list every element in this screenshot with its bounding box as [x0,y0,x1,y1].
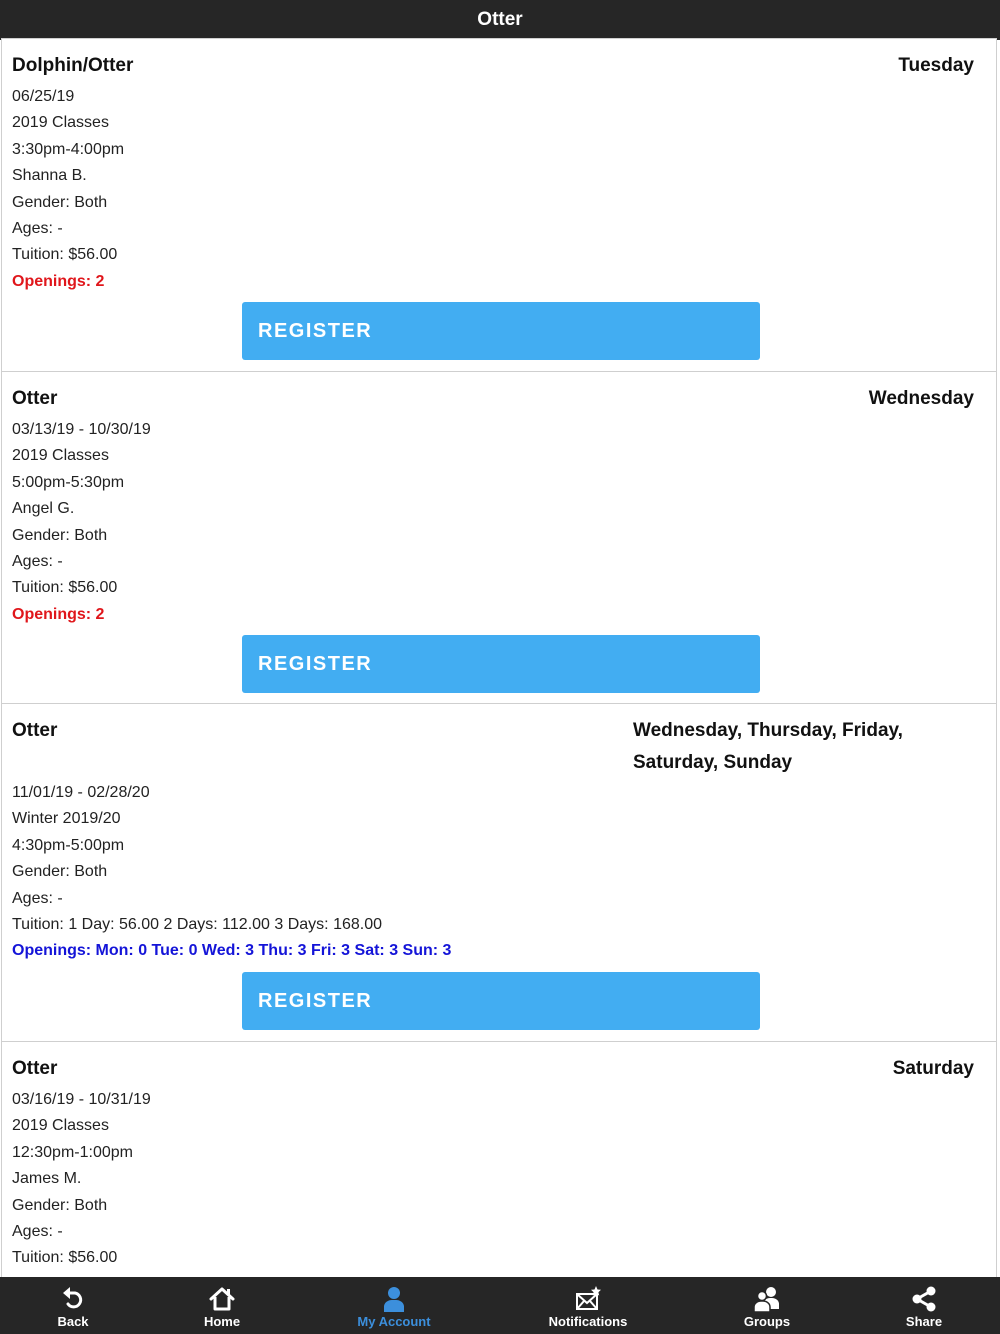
class-details [12,1087,151,1272]
home-icon [208,1285,236,1313]
class-card [1,38,997,372]
class-instructor: Angel G. [12,500,75,518]
class-gender: Gender: Both [12,863,108,881]
class-days: Wednesday, Thursday, Friday, Saturday, Sunday [633,720,903,773]
class-openings: Openings: 2 [12,605,105,623]
class-openings: Openings: Mon: 0 Tue: 0 Wed: 3 Thu: 3 Fri: 3 Sat: 3 Sun: 3 [12,942,452,960]
class-title: Otter [12,388,58,409]
class-session: 2019 Classes [12,114,109,132]
class-ages: Ages: - [12,1223,63,1241]
class-ages: Ages: - [12,553,63,571]
register-button[interactable]: REGISTER [242,972,760,1030]
tab-home[interactable] [182,1277,262,1334]
class-card [1,371,997,705]
tab-label: Back [57,1314,89,1329]
class-session: 2019 Classes [12,447,109,465]
class-days: Tuesday [898,55,974,76]
class-ages: Ages: - [12,220,63,238]
share-icon [910,1285,938,1313]
user-icon [380,1285,408,1313]
class-gender: Gender: Both [12,526,108,544]
tab-label: Notifications [548,1314,628,1329]
class-session: Winter 2019/20 [12,810,121,828]
tab-my-account[interactable] [344,1277,444,1334]
class-time: 12:30pm-1:00pm [12,1143,133,1161]
class-card [1,703,997,1042]
class-dates: 06/25/19 [12,88,75,105]
class-title: Dolphin/Otter [12,55,134,76]
header-bar [0,0,1000,40]
envelope-star-icon [574,1285,602,1313]
tab-notifications[interactable] [533,1277,643,1334]
class-list[interactable] [0,38,1000,1277]
class-days: Saturday [892,1058,974,1079]
register-button[interactable]: REGISTER [242,302,760,360]
class-openings: Openings: 2 [12,272,105,290]
class-title: Otter [12,720,58,741]
class-time: 4:30pm-5:00pm [12,836,125,854]
class-session: 2019 Classes [12,1117,109,1135]
tab-share[interactable] [884,1277,964,1334]
class-gender: Gender: Both [12,193,108,211]
class-details [12,417,151,628]
class-tuition: Tuition: $56.00 [12,246,118,264]
tab-label: Groups [743,1314,791,1329]
class-instructor: James M. [12,1170,82,1188]
tab-back[interactable] [33,1277,113,1334]
tab-groups[interactable] [727,1277,807,1334]
class-gender: Gender: Both [12,1196,108,1214]
class-details [12,84,124,295]
class-dates: 11/01/19 - 02/28/20 [12,784,150,801]
class-dates: 03/13/19 - 10/30/19 [12,421,151,438]
register-button[interactable]: REGISTER [242,635,760,693]
class-details [12,780,451,965]
group-icon [753,1285,781,1313]
tab-label: Home [203,1314,241,1329]
class-time: 3:30pm-4:00pm [12,140,125,158]
class-title: Otter [12,1058,58,1079]
back-arrow-icon [59,1285,87,1313]
class-dates: 03/16/19 - 10/31/19 [12,1091,151,1108]
class-tuition: Tuition: 1 Day: 56.00 2 Days: 112.00 3 Days: 168.00 [12,916,382,934]
class-tuition: Tuition: $56.00 [12,579,118,597]
page-title: Otter [477,9,523,30]
class-time: 5:00pm-5:30pm [12,473,125,491]
class-days: Wednesday [868,388,974,409]
class-card [1,1041,997,1277]
class-ages: Ages: - [12,889,63,907]
class-tuition: Tuition: $56.00 [12,1249,118,1267]
bottom-tab-bar [0,1277,1000,1334]
class-instructor: Shanna B. [12,167,87,185]
tab-label: Share [905,1314,943,1329]
tab-label: My Account [357,1314,431,1329]
